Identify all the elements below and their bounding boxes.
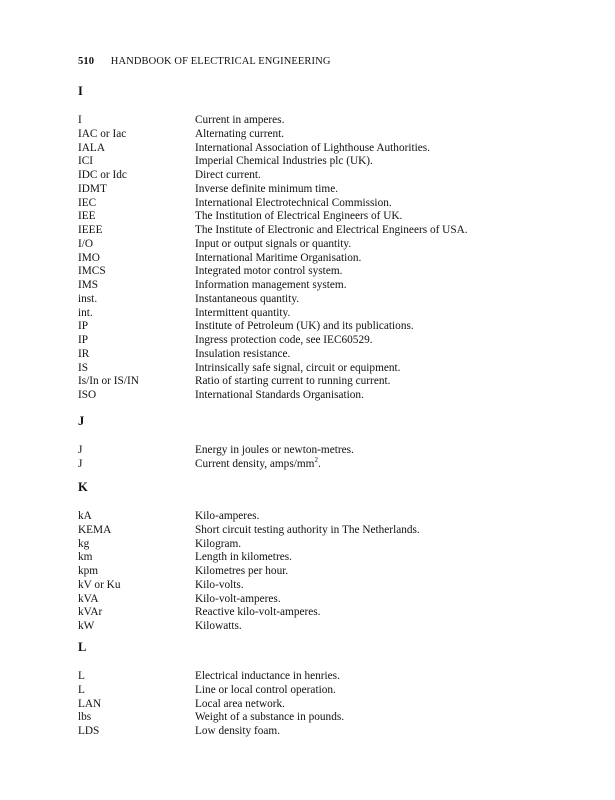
glossary-entry (78, 223, 598, 237)
entry-definition-text: Weight of a substance in pounds. (195, 711, 345, 724)
entry-definition (195, 619, 242, 633)
entry-definition (195, 251, 361, 265)
entry-abbreviation: kVAr (78, 606, 103, 619)
entry-definition-text: Kilo-volts. (195, 578, 244, 591)
entry-definition-text: Kilogram. (195, 537, 242, 550)
entry-definition (195, 196, 392, 210)
entry-definition (195, 669, 340, 683)
glossary-entry (78, 182, 598, 196)
entry-abbreviation: lbs (78, 711, 92, 724)
entry-definition (195, 209, 402, 223)
entry-definition (195, 182, 338, 196)
section-heading-i: I (78, 84, 83, 98)
entry-trailing-punctuation: . (317, 457, 321, 470)
glossary-entry (78, 605, 598, 619)
entry-definition (195, 724, 280, 738)
entry-abbreviation: J (78, 457, 83, 470)
entry-definition-text: The Institution of Electrical Engineers of UK. (195, 210, 403, 223)
entry-definition (195, 223, 468, 237)
entry-definition-text: Current density, amps/mm (195, 457, 315, 470)
entry-definition (195, 319, 414, 333)
entry-abbreviation: kV or Ku (78, 578, 121, 591)
entry-definition-text: Energy in joules or newton-metres. (195, 444, 354, 456)
entry-definition-text: Instantaneous quantity. (195, 292, 300, 305)
entry-definition-text: Intermittent quantity. (195, 306, 291, 319)
glossary-entry (78, 592, 598, 606)
entry-definition (195, 237, 351, 251)
entry-abbreviation: kpm (78, 565, 99, 577)
glossary-entry (78, 457, 598, 471)
entry-definition-text: International Association of Lighthouse Authorities. (195, 141, 431, 154)
entry-definition (195, 509, 259, 523)
entry-definition (195, 457, 321, 471)
entry-definition-text: Kilowatts. (195, 620, 242, 632)
glossary-entry (78, 154, 598, 168)
entry-definition-text: International Standards Organisation. (195, 389, 364, 401)
entry-definition-text: Direct current. (195, 169, 261, 181)
entry-definition (195, 710, 344, 724)
glossary-entry (78, 278, 598, 292)
entry-abbreviation: kA (78, 510, 92, 522)
entry-abbreviation: IEEE (78, 224, 103, 236)
entry-definition-text: Inverse definite minimum time. (195, 182, 339, 195)
entry-definition (195, 306, 290, 320)
entry-abbreviation: IS (78, 361, 89, 374)
entry-abbreviation: IMO (78, 251, 100, 264)
entry-abbreviation: kg (78, 537, 90, 550)
glossary-entry (78, 550, 598, 564)
entry-definition-text: Kilometres per hour. (195, 565, 289, 577)
entry-definition (195, 537, 241, 551)
entry-definition-text: Length in kilometres. (195, 551, 292, 564)
entry-abbreviation: IAC or Iac (78, 127, 127, 140)
glossary-entry (78, 237, 598, 251)
entry-definition-text: Intrinsically safe signal, circuit or equipment. (195, 361, 401, 374)
entry-definition-text: Current in amperes. (195, 114, 285, 126)
glossary-entry (78, 724, 598, 738)
glossary-entry (78, 251, 598, 265)
entry-definition (195, 550, 292, 564)
entry-abbreviation: km (78, 551, 93, 564)
entry-abbreviation: KEMA (78, 523, 112, 536)
glossary-entry (78, 127, 598, 141)
entry-definition-text: Line or local control operation. (195, 683, 336, 696)
entry-definition-text: International Electrotechnical Commission. (195, 196, 392, 209)
glossary-entry (78, 374, 598, 388)
glossary-entry (78, 319, 598, 333)
entry-definition (195, 333, 373, 347)
entry-definition (195, 168, 261, 182)
entry-abbreviation: IMS (78, 279, 99, 291)
entry-abbreviation: kW (78, 620, 95, 632)
glossary-entry (78, 388, 598, 402)
entry-definition-text: Insulation resistance. (195, 347, 291, 360)
glossary-entry (78, 361, 598, 375)
entry-abbreviation: inst. (78, 292, 98, 305)
entry-definition (195, 683, 336, 697)
entry-abbreviation: LDS (78, 725, 100, 737)
entry-definition (195, 154, 373, 168)
entry-definition (195, 443, 354, 457)
glossary-entry (78, 264, 598, 278)
glossary-entry (78, 209, 598, 223)
entry-definition-text: Ratio of starting current to running current. (195, 375, 391, 388)
glossary-entry (78, 141, 598, 155)
entry-definition-text: Kilo-amperes. (195, 510, 260, 522)
glossary-entry (78, 697, 598, 711)
entry-definition (195, 278, 347, 292)
glossary-entry (78, 509, 598, 523)
entry-abbreviation: ICI (78, 155, 94, 168)
glossary-entry (78, 306, 598, 320)
glossary-entry (78, 523, 598, 537)
entry-abbreviation: int. (78, 306, 93, 319)
entry-definition (195, 347, 290, 361)
entry-abbreviation: J (78, 444, 83, 456)
glossary-entry (78, 196, 598, 210)
entry-abbreviation: IEE (78, 210, 96, 223)
entry-definition-text: Imperial Chemical Industries plc (UK). (195, 155, 373, 168)
entry-abbreviation: IR (78, 347, 90, 360)
entry-definition-text: International Maritime Organisation. (195, 251, 362, 264)
entry-definition (195, 578, 244, 592)
entry-definition (195, 141, 430, 155)
book-title: HANDBOOK OF ELECTRICAL ENGINEERING (110, 56, 331, 67)
entry-abbreviation: IEC (78, 196, 97, 209)
entry-abbreviation: L (78, 670, 85, 682)
entry-abbreviation: L (78, 683, 85, 696)
glossary-entry (78, 669, 598, 683)
entry-definition (195, 592, 281, 606)
entry-definition-text: Alternating current. (195, 127, 285, 140)
entry-abbreviation: IP (78, 334, 89, 346)
entry-abbreviation: IP (78, 320, 89, 333)
entry-definition-text: Low density foam. (195, 725, 281, 737)
entry-abbreviation: Is/In or IS/IN (78, 375, 139, 388)
entry-abbreviation: ISO (78, 389, 97, 401)
section-heading-l: L (78, 640, 87, 654)
entry-superscript: 2 (314, 455, 318, 464)
entry-definition-text: Short circuit testing authority in The Netherlands. (195, 523, 420, 536)
glossary-entry (78, 619, 598, 633)
entry-abbreviation: kVA (78, 592, 99, 605)
entry-definition (195, 113, 284, 127)
entry-definition-text: Kilo-volt-amperes. (195, 592, 281, 605)
entry-definition-text: Integrated motor control system. (195, 265, 343, 278)
glossary-entry (78, 168, 598, 182)
glossary-entry (78, 113, 598, 127)
glossary-entry (78, 537, 598, 551)
section-heading-j: J (78, 414, 85, 428)
glossary-entry (78, 578, 598, 592)
glossary-entry (78, 443, 598, 457)
entry-definition-text: Institute of Petroleum (UK) and its publications. (195, 320, 414, 333)
glossary-entry (78, 564, 598, 578)
entry-definition (195, 388, 364, 402)
entry-definition (195, 127, 284, 141)
entry-definition (195, 697, 285, 711)
glossary-entry (78, 710, 598, 724)
entry-definition (195, 605, 320, 619)
glossary-entry (78, 333, 598, 347)
entry-definition (195, 564, 288, 578)
entry-abbreviation: IDMT (78, 182, 107, 195)
entry-definition-text: Input or output signals or quantity. (195, 237, 352, 250)
entry-definition-text: Information management system. (195, 279, 347, 291)
entry-definition-text: The Institute of Electronic and Electrical Engineers of USA. (195, 224, 468, 236)
entry-definition (195, 374, 390, 388)
glossary-entry (78, 292, 598, 306)
entry-definition-text: Electrical inductance in henries. (195, 670, 340, 682)
entry-abbreviation: LAN (78, 697, 102, 710)
entry-definition (195, 264, 342, 278)
entry-abbreviation: IDC or Idc (78, 169, 127, 181)
entry-abbreviation: IMCS (78, 265, 106, 278)
running-header (78, 56, 331, 67)
page-number: 510 (78, 56, 95, 67)
entry-abbreviation: IALA (78, 141, 105, 154)
entry-definition-text: Reactive kilo-volt-amperes. (195, 606, 321, 619)
glossary-entry (78, 347, 598, 361)
entry-definition-text: Local area network. (195, 697, 286, 710)
entry-definition (195, 361, 400, 375)
entry-abbreviation: I/O (78, 237, 94, 250)
entry-definition (195, 523, 420, 537)
entry-definition-text: Ingress protection code, see IEC60529. (195, 334, 373, 346)
glossary-entry (78, 683, 598, 697)
section-heading-k: K (78, 480, 88, 494)
entry-definition (195, 292, 299, 306)
entry-abbreviation: I (78, 114, 82, 126)
